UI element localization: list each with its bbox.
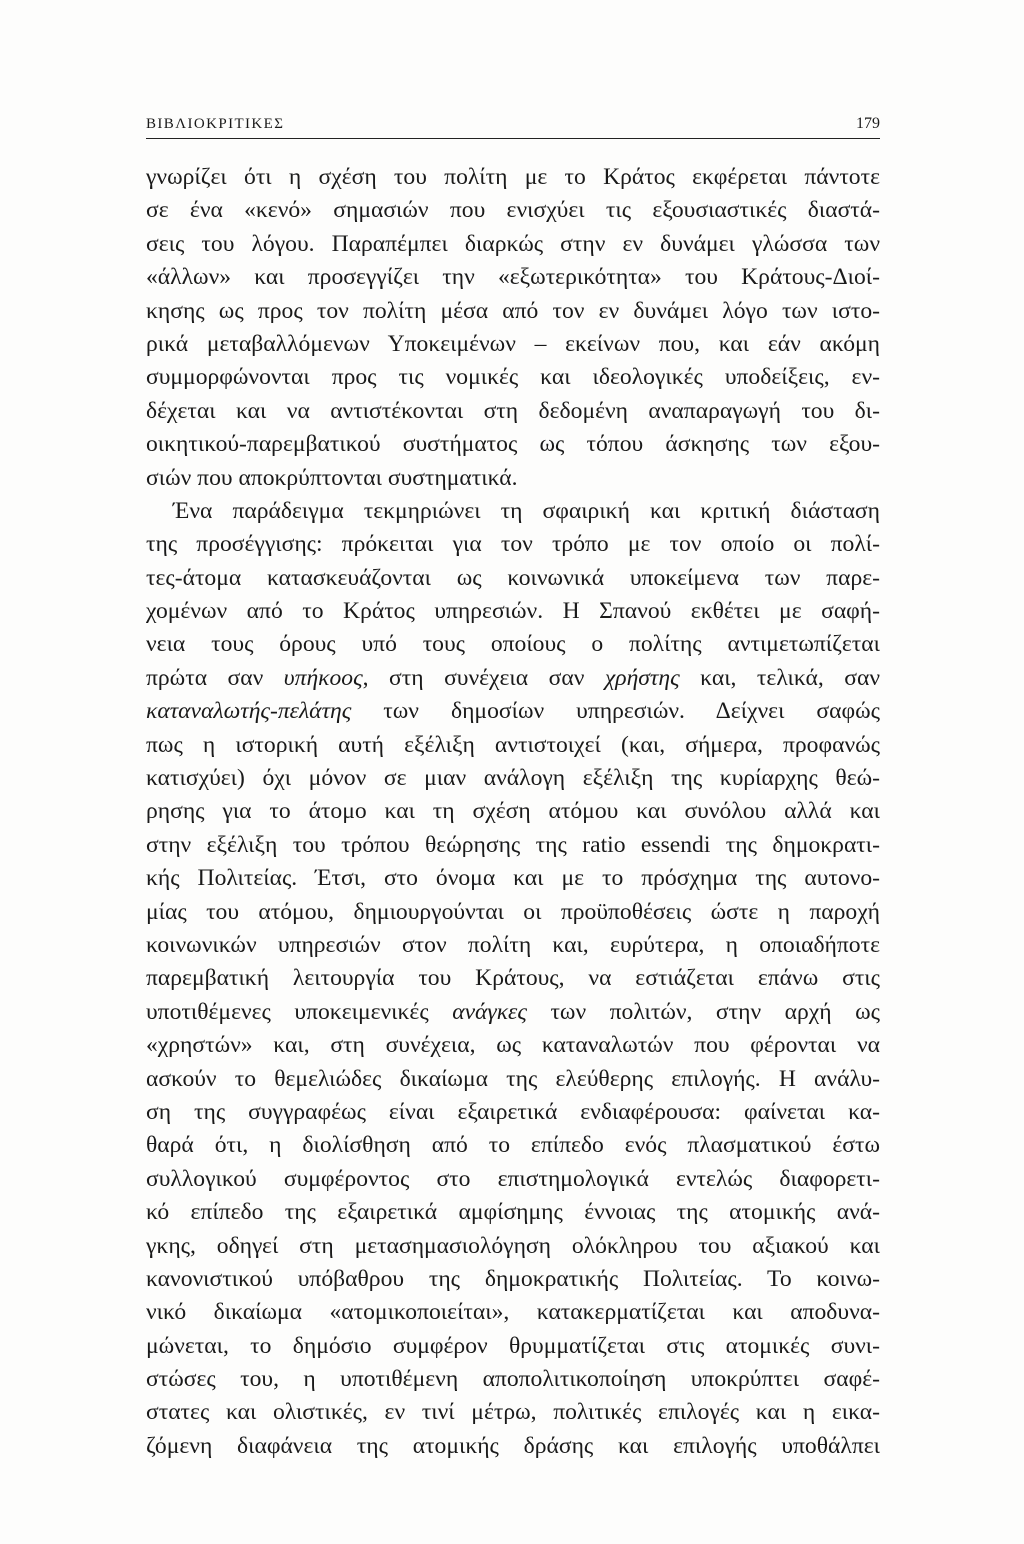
- italic-term: ανάγκες: [452, 998, 527, 1025]
- text-line: νικό δικαίωμα «ατομικοποιείται», κατακερματίζεται και αποδυνα-: [146, 1299, 880, 1326]
- text-line: γκης, οδηγεί στη μετασημασιολόγηση ολόκληρου του αξιακού και: [146, 1232, 880, 1259]
- text-line: κησης ως προς τον πολίτη μέσα από τον εν δυνάμει λόγο των ιστο-: [146, 297, 880, 324]
- text-line: ρησης για το άτομο και τη σχέση ατόμου και συνόλου αλλά και: [146, 798, 880, 825]
- line-segment: υποτιθέμενες υποκειμενικές: [146, 998, 453, 1025]
- text-line: μίας του ατόμου, δημιουργούνται οι προϋποθέσεις ώστε η παροχή: [146, 898, 880, 925]
- text-line: στην εξέλιξη του τρόπου θεώρησης της ratio essendi της δημοκρατι-: [146, 831, 880, 858]
- text-line: ρικά μεταβαλλόμενων Υποκειμένων – εκείνων που, και εάν ακόμη: [146, 330, 880, 357]
- text-line: κανονιστικού υπόβαθρου της δημοκρατικής Πολιτείας. Το κοινω-: [146, 1265, 880, 1292]
- italic-term: υπήκοος: [283, 664, 363, 691]
- text-line: τες-άτομα κατασκευάζονται ως κοινωνικά υποκείμενα των παρε-: [146, 564, 880, 591]
- italic-term: καταναλωτής-πελάτης: [146, 698, 352, 725]
- italic-term: χρήστης: [604, 664, 680, 691]
- line-segment: των δημοσίων υπηρεσιών. Δείχνει σαφώς: [351, 698, 880, 725]
- line-segment: των πολιτών, στην αρχή ως: [526, 998, 880, 1025]
- page-number: 179: [856, 115, 880, 132]
- text-line: πως η ιστορική αυτή εξέλιξη αντιστοιχεί (και, σήμερα, προφανώς: [146, 731, 880, 758]
- line-segment: , στη συνέχεια σαν: [362, 664, 605, 691]
- text-line: ασκούν το θεμελιώδες δικαίωμα της ελεύθερης επιλογής. Η ανάλυ-: [146, 1065, 880, 1092]
- text-line: παρεμβατική λειτουργία του Κράτους, να εστιάζεται επάνω στις: [146, 965, 880, 992]
- text-line: [146, 996, 880, 1029]
- text-line: κατισχύει) όχι μόνον σε μιαν ανάλογη εξέλιξη της κυρίαρχης θεώ-: [146, 765, 880, 792]
- text-line: θαρά ότι, η διολίσθηση από το επίπεδο ενός πλασματικού έστω: [146, 1132, 880, 1159]
- text-line: της προσέγγισης: πρόκειται για τον τρόπο με τον οποίο οι πολί-: [146, 531, 880, 558]
- text-line: «χρηστών» και, στη συνέχεια, ως καταναλωτών που φέρονται να: [146, 1032, 880, 1059]
- text-line: [146, 662, 880, 695]
- text-line: σεις του λόγου. Παραπέμπει διαρκώς στην εν δυνάμει γλώσσα των: [146, 230, 880, 257]
- text-line: ση της συγγραφέως είναι εξαιρετικά ενδιαφέρουσα: φαίνεται κα-: [146, 1098, 880, 1125]
- line-segment: και, τελικά, σαν: [679, 664, 880, 691]
- text-line: στατες και ολιστικές, εν τινί μέτρω, πολιτικές επιλογές και η εικα-: [146, 1399, 880, 1426]
- text-line: στώσες του, η υποτιθέμενη αποπολιτικοποίηση υποκρύπτει σαφέ-: [146, 1366, 880, 1393]
- text-line: χομένων από το Κράτος υπηρεσιών. Η Σπανού εκθέτει με σαφή-: [146, 598, 880, 625]
- text-line: Ένα παράδειγμα τεκμηριώνει τη σφαιρική και κριτική διάσταση: [173, 497, 880, 524]
- body-text: [146, 161, 880, 1463]
- text-line: συμμορφώνονται προς τις νομικές και ιδεολογικές υποδείξεις, εν-: [146, 364, 880, 391]
- text-line: συλλογικού συμφέροντος στο επιστημολογικά εντελώς διαφορετι-: [146, 1165, 880, 1192]
- text-line: σιών που αποκρύπτονται συστηματικά.: [146, 464, 518, 491]
- text-line: «άλλων» και προσεγγίζει την «εξωτερικότητα» του Κράτους-Διοί-: [146, 264, 880, 291]
- text-line: νεια τους όρους υπό τους οποίους ο πολίτης αντιμετωπίζεται: [146, 631, 880, 658]
- page-header: [146, 110, 880, 139]
- text-line: σε ένα «κενό» σημασιών που ενισχύει τις εξουσιαστικές διαστά-: [146, 197, 880, 224]
- text-line: δέχεται και να αντιστέκονται στη δεδομένη αναπαραγωγή του δι-: [146, 397, 880, 424]
- running-head: ΒΙΒΛΙΟΚΡΙΤΙΚΕΣ: [146, 116, 285, 132]
- text-line: οικητικού-παρεμβατικού συστήματος ως τόπου άσκησης των εξου-: [146, 431, 880, 458]
- text-line: κής Πολιτείας. Έτσι, στο όνομα και με το πρόσχημα της αυτονο-: [146, 865, 880, 892]
- text-line: μώνεται, το δημόσιο συμφέρον θρυμματίζεται στις ατομικές συνι-: [146, 1332, 880, 1359]
- line-segment: πρώτα σαν: [146, 664, 284, 691]
- text-line: ζόμενη διαφάνεια της ατομικής δράσης και επιλογής υποθάλπει: [146, 1432, 880, 1459]
- text-line: κό επίπεδο της εξαιρετικά αμφίσημης έννοιας της ατομικής ανά-: [146, 1199, 880, 1226]
- text-line: [146, 695, 880, 728]
- text-line: κοινωνικών υπηρεσιών στον πολίτη και, ευρύτερα, η οποιαδήποτε: [146, 931, 880, 958]
- text-line: γνωρίζει ότι η σχέση του πολίτη με το Κράτος εκφέρεται πάντοτε: [146, 164, 880, 190]
